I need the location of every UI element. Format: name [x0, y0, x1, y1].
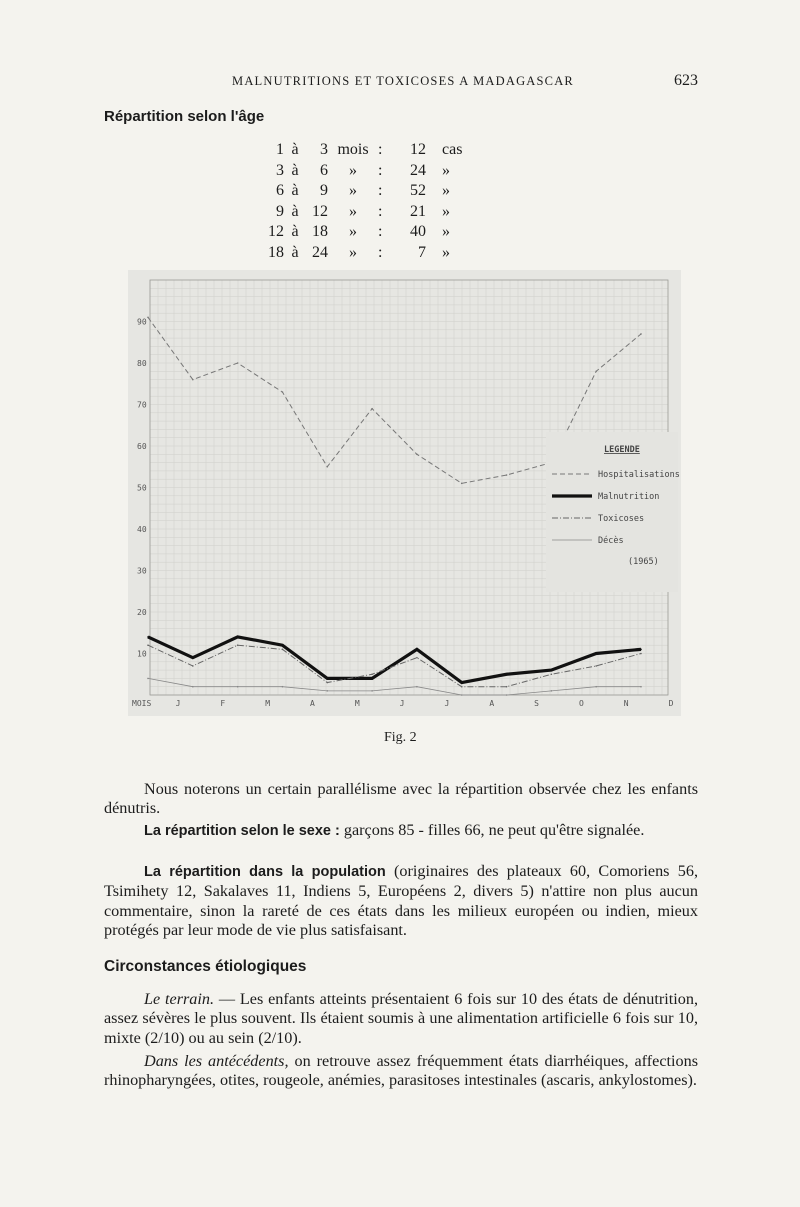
data-point	[551, 669, 553, 671]
age-row	[262, 222, 462, 243]
data-point	[147, 644, 149, 646]
age-cell-suffix: »	[442, 243, 450, 261]
section-heading-age: Répartition selon l'âge	[104, 108, 265, 125]
data-point	[640, 333, 642, 335]
age-cell-sep: à	[291, 161, 299, 179]
paragraph-1: Nous noterons un certain parallélisme avec la répartition observée chez les enfants dénutris.	[104, 780, 698, 818]
age-cell-suffix: »	[442, 202, 450, 220]
x-tick-label: O	[578, 699, 584, 708]
paragraph-terrain	[104, 990, 698, 1048]
age-cell-suffix: »	[442, 161, 450, 179]
paragraph-population	[104, 862, 698, 940]
age-cell-to: 24	[312, 243, 328, 261]
legend-label: Malnutrition	[598, 492, 660, 502]
age-cell-count: 52	[410, 182, 426, 199]
population-distribution-text: (originaires des plateaux 60, Comoriens 56, Tsimihety 12, Sakalaves 11, Indiens 5, Européens 2, divers 5) n'attire non plus aucun commentaire, sinon la rareté de ces états dans les milieux européen ou indien, mieux protégés par leur mode de vie plus satisfaisant.	[104, 862, 698, 939]
x-tick-label: J	[175, 699, 181, 708]
data-point	[147, 636, 149, 638]
data-point	[595, 653, 597, 655]
data-point	[416, 454, 418, 456]
data-point	[326, 678, 328, 680]
sex-distribution-lead: La répartition selon le sexe :	[144, 823, 340, 839]
paragraph-parallelism	[104, 780, 698, 819]
age-cell-sep: à	[291, 223, 299, 240]
age-cell-to: 6	[320, 161, 328, 179]
data-point	[147, 678, 149, 680]
age-cell-sep: à	[291, 182, 299, 199]
chart-svg	[128, 270, 681, 716]
x-tick-label: A	[489, 699, 495, 708]
age-cell-colon: :	[378, 243, 383, 261]
data-point	[371, 408, 373, 410]
age-cell-to: 12	[312, 202, 328, 220]
age-cell-from: 6	[276, 182, 284, 199]
population-distribution-lead: La répartition dans la population	[144, 864, 386, 880]
data-point	[282, 644, 284, 646]
data-point	[551, 673, 553, 675]
x-tick-label: J	[399, 699, 405, 708]
age-cell-sep: à	[291, 243, 299, 261]
data-point	[461, 682, 463, 684]
y-tick-label: 10	[137, 649, 147, 659]
x-tick-label: D	[668, 699, 674, 708]
data-point	[192, 657, 194, 659]
antecedents-text: on retrouve assez fréquemment états diarrhéiques, affections rhinopharyngées, otites, rougeole, anémies, parasitoses intestinales (ascaris, ankylostomes).	[104, 1052, 698, 1090]
data-point	[326, 682, 328, 684]
x-tick-label: M	[354, 699, 360, 708]
legend-box	[546, 432, 678, 592]
age-cell-from: 12	[268, 223, 284, 240]
data-point	[371, 678, 373, 680]
age-cell-to: 18	[312, 223, 328, 240]
figure-2-chart	[128, 270, 681, 716]
x-tick-label: S	[534, 699, 539, 708]
data-point	[640, 653, 642, 655]
age-cell-count: 24	[410, 161, 426, 179]
y-tick-label: 40	[137, 525, 147, 534]
age-cell-count: 7	[418, 243, 426, 261]
age-cell-from: 18	[268, 243, 284, 261]
data-point	[506, 673, 508, 675]
age-cell-suffix: »	[442, 223, 450, 240]
legend-label: Décès	[598, 536, 624, 546]
y-tick-label: 20	[137, 608, 147, 617]
data-point	[506, 694, 508, 696]
paragraph-antecedents	[104, 1052, 698, 1091]
data-point	[461, 686, 463, 688]
data-point	[192, 665, 194, 667]
y-tick-label: 30	[137, 566, 147, 576]
data-point	[416, 657, 418, 659]
age-distribution-table	[262, 140, 462, 263]
age-cell-sep: à	[291, 141, 299, 158]
age-cell-from: 1	[276, 141, 284, 158]
data-point	[461, 694, 463, 696]
data-point	[147, 317, 149, 319]
legend-label: Toxicoses	[598, 514, 645, 524]
y-tick-label: 70	[137, 400, 147, 410]
section-heading-etiology: Circonstances étiologiques	[104, 958, 307, 975]
figure-caption: Fig. 2	[384, 730, 417, 745]
data-point	[371, 690, 373, 692]
age-cell-colon: :	[378, 182, 383, 199]
data-point	[282, 391, 284, 393]
data-point	[326, 690, 328, 692]
data-point	[640, 686, 642, 688]
age-cell-colon: :	[378, 161, 383, 179]
data-point	[282, 649, 284, 651]
x-tick-label: N	[623, 699, 629, 708]
age-row	[262, 243, 462, 264]
y-tick-label: 80	[137, 359, 147, 368]
x-tick-label: A	[310, 699, 315, 708]
legend-year-note: (1965)	[628, 557, 659, 567]
y-tick-label: 90	[137, 317, 147, 327]
age-cell-colon: :	[378, 141, 383, 158]
data-point	[595, 665, 597, 667]
data-point	[192, 686, 194, 688]
data-point	[551, 690, 553, 692]
data-point	[371, 673, 373, 675]
x-axis-label: MOIS	[132, 699, 152, 708]
x-tick-label: M	[265, 699, 271, 708]
age-cell-unit: mois	[337, 141, 369, 158]
data-point	[595, 686, 597, 688]
age-cell-to: 3	[320, 141, 328, 158]
age-cell-suffix: »	[442, 182, 450, 199]
data-point	[237, 362, 239, 364]
data-point	[237, 686, 239, 688]
data-point	[416, 686, 418, 688]
data-point	[326, 466, 328, 468]
data-point	[506, 686, 508, 688]
data-point	[461, 483, 463, 485]
age-cell-count: 21	[410, 202, 426, 220]
age-cell-colon: :	[378, 223, 383, 240]
antecedents-lead: Dans les antécédents,	[144, 1052, 289, 1070]
paragraph-sex	[104, 821, 698, 841]
data-point	[237, 636, 239, 638]
legend-label: Hospitalisations	[598, 470, 680, 480]
age-cell-sep: à	[291, 202, 299, 220]
terrain-lead: Le terrain.	[144, 990, 215, 1008]
data-point	[282, 686, 284, 688]
running-title: MALNUTRITIONS ET TOXICOSES A MADAGASCAR	[232, 74, 574, 88]
age-row	[262, 161, 462, 182]
page-number: 623	[674, 72, 698, 89]
age-cell-unit: »	[349, 161, 357, 179]
age-cell-unit: »	[349, 202, 357, 220]
age-cell-unit: »	[349, 182, 357, 199]
terrain-text: — Les enfants atteints présentaient 6 fois sur 10 des états de dénutrition, assez sévères le plus souvent. Ils étaient soumis à une alimentation artificielle 6 fois sur 10, mixte (2/10) ou au sein (2/10).	[104, 990, 698, 1047]
age-cell-colon: :	[378, 202, 383, 220]
age-row	[262, 140, 462, 161]
sex-distribution-text: garçons 85 - filles 66, ne peut qu'être signalée.	[339, 821, 645, 839]
age-cell-from: 3	[276, 161, 284, 179]
data-point	[595, 371, 597, 373]
age-cell-suffix: cas	[442, 141, 463, 158]
x-tick-label: F	[220, 699, 226, 708]
data-point	[416, 649, 418, 651]
data-point	[237, 644, 239, 646]
x-tick-label: J	[444, 699, 450, 708]
data-point	[506, 474, 508, 476]
data-point	[192, 379, 194, 381]
age-cell-from: 9	[276, 202, 284, 220]
legend-title: LEGENDE	[604, 445, 640, 455]
age-cell-count: 40	[410, 223, 426, 240]
data-point	[640, 649, 642, 651]
y-tick-label: 60	[137, 442, 147, 451]
age-cell-to: 9	[320, 182, 328, 199]
age-cell-unit: »	[349, 243, 357, 261]
age-cell-count: 12	[410, 141, 426, 158]
age-row	[262, 181, 462, 202]
y-tick-label: 50	[137, 483, 147, 493]
age-row	[262, 202, 462, 223]
age-cell-unit: »	[349, 223, 357, 240]
